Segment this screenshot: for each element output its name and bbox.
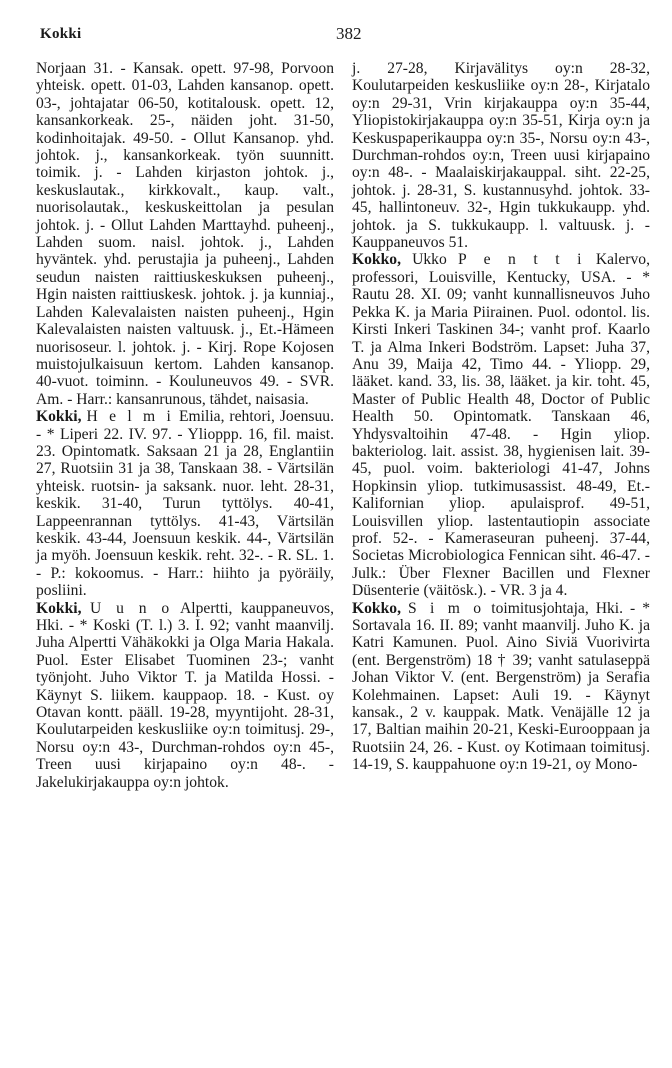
entry-text: Norjaan 31. - Kansak. opett. 97-98, Porvoon yhteisk. opett. 01-03, Lahden kansanop. opett. 03-, johtajatar 06-50, kotitalousk. opett. 12, kansankorkeak. 25-, näiden joht. 31-50, kodinhoitajak. 49-50. - Ollut Kansanop. yhd. johtok. j., kansankorkeak. työn suunnitt. toimik. j. - Lahden kirjaston johtok. j., keskuslautak., kirkkovalt., kaup. valt., nuorisolautak., keskuskeittolan ja pesulan johtok. j. - Ollut Lahden Marttayhd. puheenj., Lahden suom. naisl. johtok. j., Lahden hyväntek. yhd. perustajia ja puheenj., Lahden seudun naisten raittiuskeskuksen puheenj., Hgin naisten raittiuskesk. johtok. j. ja kunniaj., Lahden Kalevalaisten naisten puheenj., Hgin Kalevalaisten naisten valtuusk. j., Et.-Hämeen nuorisoseur. l. johtok. j. - Kirj. Rope Kojosen muistojulkaisuun kertom. Lahden kansanop. 40-vuot. toiminn. - Kouluneuvos 49. - SVR. Am. - Harr.: kansanrunous, tähdet, naisasia. — [36, 60, 334, 408]
entry-given-name-plain: Ukko — [412, 251, 447, 269]
entry-body — [36, 408, 334, 599]
entry-given-name: S i m o — [407, 599, 485, 617]
entry-kokko-ukko-pentti — [352, 251, 650, 599]
page-header — [40, 26, 640, 50]
entry-body — [36, 600, 334, 791]
entry-text: Emilia, rehtori, Joensuu. - * Liperi 22. IV. 97. - Ylioppp. 16, fil. maist. 23. Opintomatk. Saksaan 21 ja 28, Englantiin 27, Ruotsiin 31 ja 38, Tanskaan 38. - Värtsilän yhteisk. ruotsin- ja saksank. nuor. leht. 28-31, keskik. 31-40, Turun tyttölys. 40-41, Lappeenrannan tyttölys. 41-43, Värtsilän keskik. 43-44, Joensuun keskik. 44-, Värtsilän ja myöh. Joensuun keskik. reht. 32-. - R. SL. 1. - P.: kokoomus. - Harr.: hiihto ja pyöräily, posliini. — [36, 408, 334, 600]
entry-text: toimitusjohtaja, Hki. - * Sortavala 16. II. 89; vanht maanvilj. Juho K. ja Katri Kamunen. Puol. Aino Siviä Vuorivirta (ent. Bergenström) 18 † 39; vanht satulaseppä Johan Viktor V. (ent. Bergenström) ja Serafia Kolehmainen. Lapset: Auli 19. - Käynyt kansak., 2 v. kauppak. Matk. Venäjälle 12 ja 17, Baltian maihin 20-21, Keski-Eurooppaan ja Ruotsiin 24, 26. - Kust. oy Kotimaan toimitusj. 14-19, S. kauppahuone oy:n 19-21, oy Mono- — [352, 599, 650, 774]
page-number: 382 — [336, 24, 362, 43]
entry-continuation — [36, 60, 334, 408]
entry-kokki-helmi — [36, 408, 334, 599]
entry-text: Alpertti, kauppaneuvos, Hki. - * Koski (T. l.) 3. I. 92; vanht maanvilj. Juha Alpertti Vähäkokki ja Olga Maria Hakala. Puol. Ester Elisabet Tuominen 23-; vanht työnjoht. Juho Viktor T. ja Matilda Hossi. - Käynyt S. liikem. kauppaop. 18. - Kust. oy Otavan kontt. pääll. 19-28, myyntijoht. 28-31, Koulutarpeiden keskusliike oy:n toimitusj. 29-, Norsu oy:n 43-, Durchman-rohdos oy:n 45-, Treen uusi kirjapaino oy:n 48-. - Jakelukirjakauppa oy:n johtok. — [36, 599, 334, 791]
entry-surname: Kokko, — [352, 599, 401, 617]
left-column — [36, 60, 334, 791]
entry-body — [352, 251, 650, 599]
entry-given-name: U u n o — [89, 599, 173, 617]
entry-text: Kalervo, professori, Louisville, Kentucky, USA. - * Rautu 28. XI. 09; vanht kunnallisneuvos Juho Pekka K. ja Maria Piirainen. Puol. odontol. lis. Kirsti Inkeri Taskinen 34-; vanht prof. Kaarlo T. ja Alma Inkeri Bodström. Lapset: Juha 37, Anu 39, Maija 42, Timo 44. - Yliopp. 29, lääket. kand. 33, lis. 38, lääket. ja kir. toht. 45, Master of Public Health 48, Doctor of Public Health 50. Opintomatk. Tanskaan 46, Yhdysvaltoihin 47-48. - Hgin yliop. bakteriolog. lait. assist. 38, hygienisen lait. 39-45, puol. voim. bakteriologi 41-47, Johns Hopkinsin yliop. tutkimusassist. 48-49, Et.-Kalifornian yliop. apulaisprof. 49-51, Louisvillen yliop. lastentautiopin associate prof. 52-. - Kameraseuran puheenj. 37-44, Societas Microbiologica Fennican siht. 46-47. - Julk.: Über Flexner Bacillen und Flexner Düsenterie (väitösk.). - VR. 3 ja 4. — [352, 251, 650, 600]
entry-surname: Kokki, — [36, 599, 82, 617]
entry-body — [352, 600, 650, 774]
entry-kokko-simo — [352, 600, 650, 774]
entry-kokki-uuno — [36, 600, 334, 791]
entry-given-name: H e l m i — [86, 408, 175, 426]
entry-text: j. 27-28, Kirjavälitys oy:n 28-32, Koulutarpeiden keskusliike oy:n 28-, Kirjatalo oy:n 29-31, Vrin kirjakauppa oy:n 35-44, Yliopistokirjakauppa oy:n 35-51, Kirja oy:n ja Keskuspaperikauppa oy:n 35-, Norsu oy:n 43-, Durchman-rohdos oy:n, Treen uusi kirjapaino oy:n 48-. - Maalaiskirjakauppal. siht. 22-25, johtok. j. 28-31, S. kustannusyhd. johtok. 33-45, hallintoneuv. 32-, Hgin tukkukaupp. yhd. johtok. ja S. tukkukaupp. l. valtuusk. j. - Kauppaneuvos 51. — [352, 60, 650, 252]
running-head: Kokki — [40, 26, 82, 42]
entry-surname: Kokki, — [36, 408, 82, 426]
entry-continuation — [352, 60, 650, 251]
right-column — [352, 60, 650, 774]
entry-surname: Kokko, — [352, 251, 401, 269]
entry-given-name: P e n t t i — [457, 251, 585, 269]
